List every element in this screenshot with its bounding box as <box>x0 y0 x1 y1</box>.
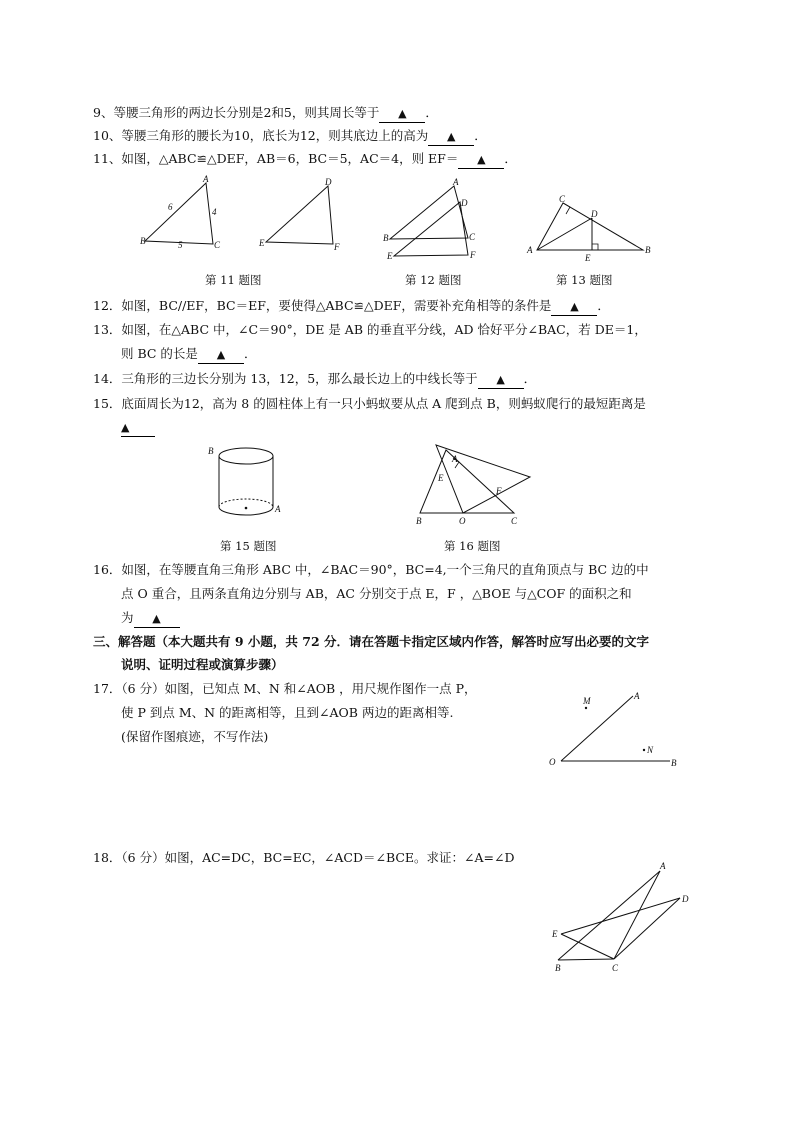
label-f: F <box>334 242 340 252</box>
label-a: A <box>452 454 458 464</box>
label-e: E <box>438 473 444 483</box>
question-17: 17．（6 分）如图，已知点 M、N 和∠AOB ，用尺规作图作一点 P， <box>93 681 477 696</box>
label-b: B <box>416 516 422 526</box>
figure-15-cylinder <box>206 440 296 525</box>
question-16-cont: 点 O 重合，且两条直角边分别与 AB，AC 分别交于点 E，F ，△BOE 与△COF 的面积之和 <box>121 586 632 601</box>
section-3-heading: 三、解答题（本大题共有 9 小题，共 72 分．请在答题卡指定区域内作答，解答时应写出必要的文字 <box>93 634 650 649</box>
answer-blank[interactable]: ▲ <box>428 129 474 146</box>
label-o: O <box>459 516 466 526</box>
answer-blank[interactable]: ▲ <box>134 611 180 628</box>
label-n: N <box>647 745 654 755</box>
answer-blank[interactable]: ▲ <box>458 152 504 169</box>
label-a: A <box>453 177 459 187</box>
label-c: C <box>469 232 476 242</box>
label-6: 6 <box>168 202 173 212</box>
label-m: M <box>583 696 591 706</box>
question-16-cont-2: 为 ▲ <box>121 610 180 628</box>
label-a: A <box>660 861 666 871</box>
label-e: E <box>387 251 393 261</box>
question-15: 15．底面周长为12，高为 8 的圆柱体上有一只小蚂蚁要从点 A 爬到点 B，则蚂蚁爬行的最短距离是 <box>93 396 646 411</box>
answer-blank[interactable]: ▲ <box>478 372 524 389</box>
question-14: 14．三角形的三边长分别为 13，12，5，那么最长边上的中线长等于 ▲ ． <box>93 371 536 389</box>
figure-13 <box>525 195 655 265</box>
figure-11-caption: 第 11 题图 <box>205 273 262 287</box>
label-4: 4 <box>212 207 217 217</box>
label-f: F <box>470 250 476 260</box>
question-13: 13．如图，在△ABC 中，∠C＝90°，DE 是 AB 的垂直平分线，AD 恰好平分∠BAC，若 DE＝1， <box>93 322 647 337</box>
answer-blank[interactable]: ▲ <box>551 299 597 316</box>
figure-11-triangle-abc <box>140 174 225 250</box>
question-13-cont: 则 BC 的长是 ▲ ． <box>121 346 256 364</box>
label-c: C <box>214 240 221 250</box>
label-b: B <box>671 758 677 768</box>
question-10: 10、等腰三角形的腰长为10，底长为12，则其底边上的高为 ▲ ． <box>93 128 487 146</box>
label-o: O <box>549 757 556 767</box>
figure-18 <box>548 860 698 978</box>
answer-blank[interactable]: ▲ <box>121 420 155 437</box>
label-d: D <box>591 209 598 219</box>
label-c: C <box>559 194 566 204</box>
figure-15-caption: 第 15 题图 <box>220 539 277 553</box>
label-e: E <box>259 238 265 248</box>
label-e: E <box>552 929 558 939</box>
figure-17 <box>545 688 685 768</box>
section-3-heading-cont: 说明、证明过程或演算步骤） <box>121 657 284 672</box>
label-f: F <box>496 486 502 496</box>
figure-12-caption: 第 12 题图 <box>405 273 462 287</box>
figure-16-caption: 第 16 题图 <box>444 539 501 553</box>
figure-12 <box>382 178 482 263</box>
label-a: A <box>527 245 533 255</box>
label-a: A <box>275 504 281 514</box>
answer-blank[interactable]: ▲ <box>198 347 244 364</box>
answer-blank[interactable]: ▲ <box>379 106 425 123</box>
label-c: C <box>511 516 518 526</box>
label-b: B <box>645 245 651 255</box>
label-d: D <box>461 198 468 208</box>
figure-11-triangle-def <box>258 177 348 252</box>
label-a: A <box>203 174 209 184</box>
label-c: C <box>612 963 619 973</box>
label-b: B <box>140 236 146 246</box>
label-b: B <box>208 446 214 456</box>
figure-16 <box>410 440 540 530</box>
question-17-cont: 使 P 到点 M、N 的距离相等，且到∠AOB 两边的距离相等. <box>121 705 454 720</box>
question-12: 12．如图，BC//EF，BC＝EF，要使得△ABC≌△DEF，需要补充角相等的条件是 ▲ ． <box>93 298 610 316</box>
question-11: 11、如图，△ABC≌△DEF，AB＝6，BC＝5，AC＝4，则 EF＝ ▲ ． <box>93 151 517 169</box>
label-e: E <box>585 253 591 263</box>
label-d: D <box>325 177 332 187</box>
label-a: A <box>634 691 640 701</box>
question-17-note: (保留作图痕迹，不写作法) <box>121 729 269 744</box>
question-18: 18．（6 分）如图，AC=DC，BC=EC，∠ACD＝∠BCE。求证：∠A=∠D <box>93 850 515 865</box>
question-15-cont <box>121 419 155 437</box>
question-9: 9、等腰三角形的两边长分别是2和5，则其周长等于 ▲ ． <box>93 105 438 123</box>
question-16: 16．如图，在等腰直角三角形 ABC 中，∠BAC＝90°，BC=4,一个三角尺的直角顶点与 BC 边的中 <box>93 562 649 577</box>
figure-13-caption: 第 13 题图 <box>556 273 613 287</box>
label-b: B <box>555 963 561 973</box>
label-d: D <box>682 894 689 904</box>
label-b: B <box>383 233 389 243</box>
label-5: 5 <box>178 240 183 250</box>
